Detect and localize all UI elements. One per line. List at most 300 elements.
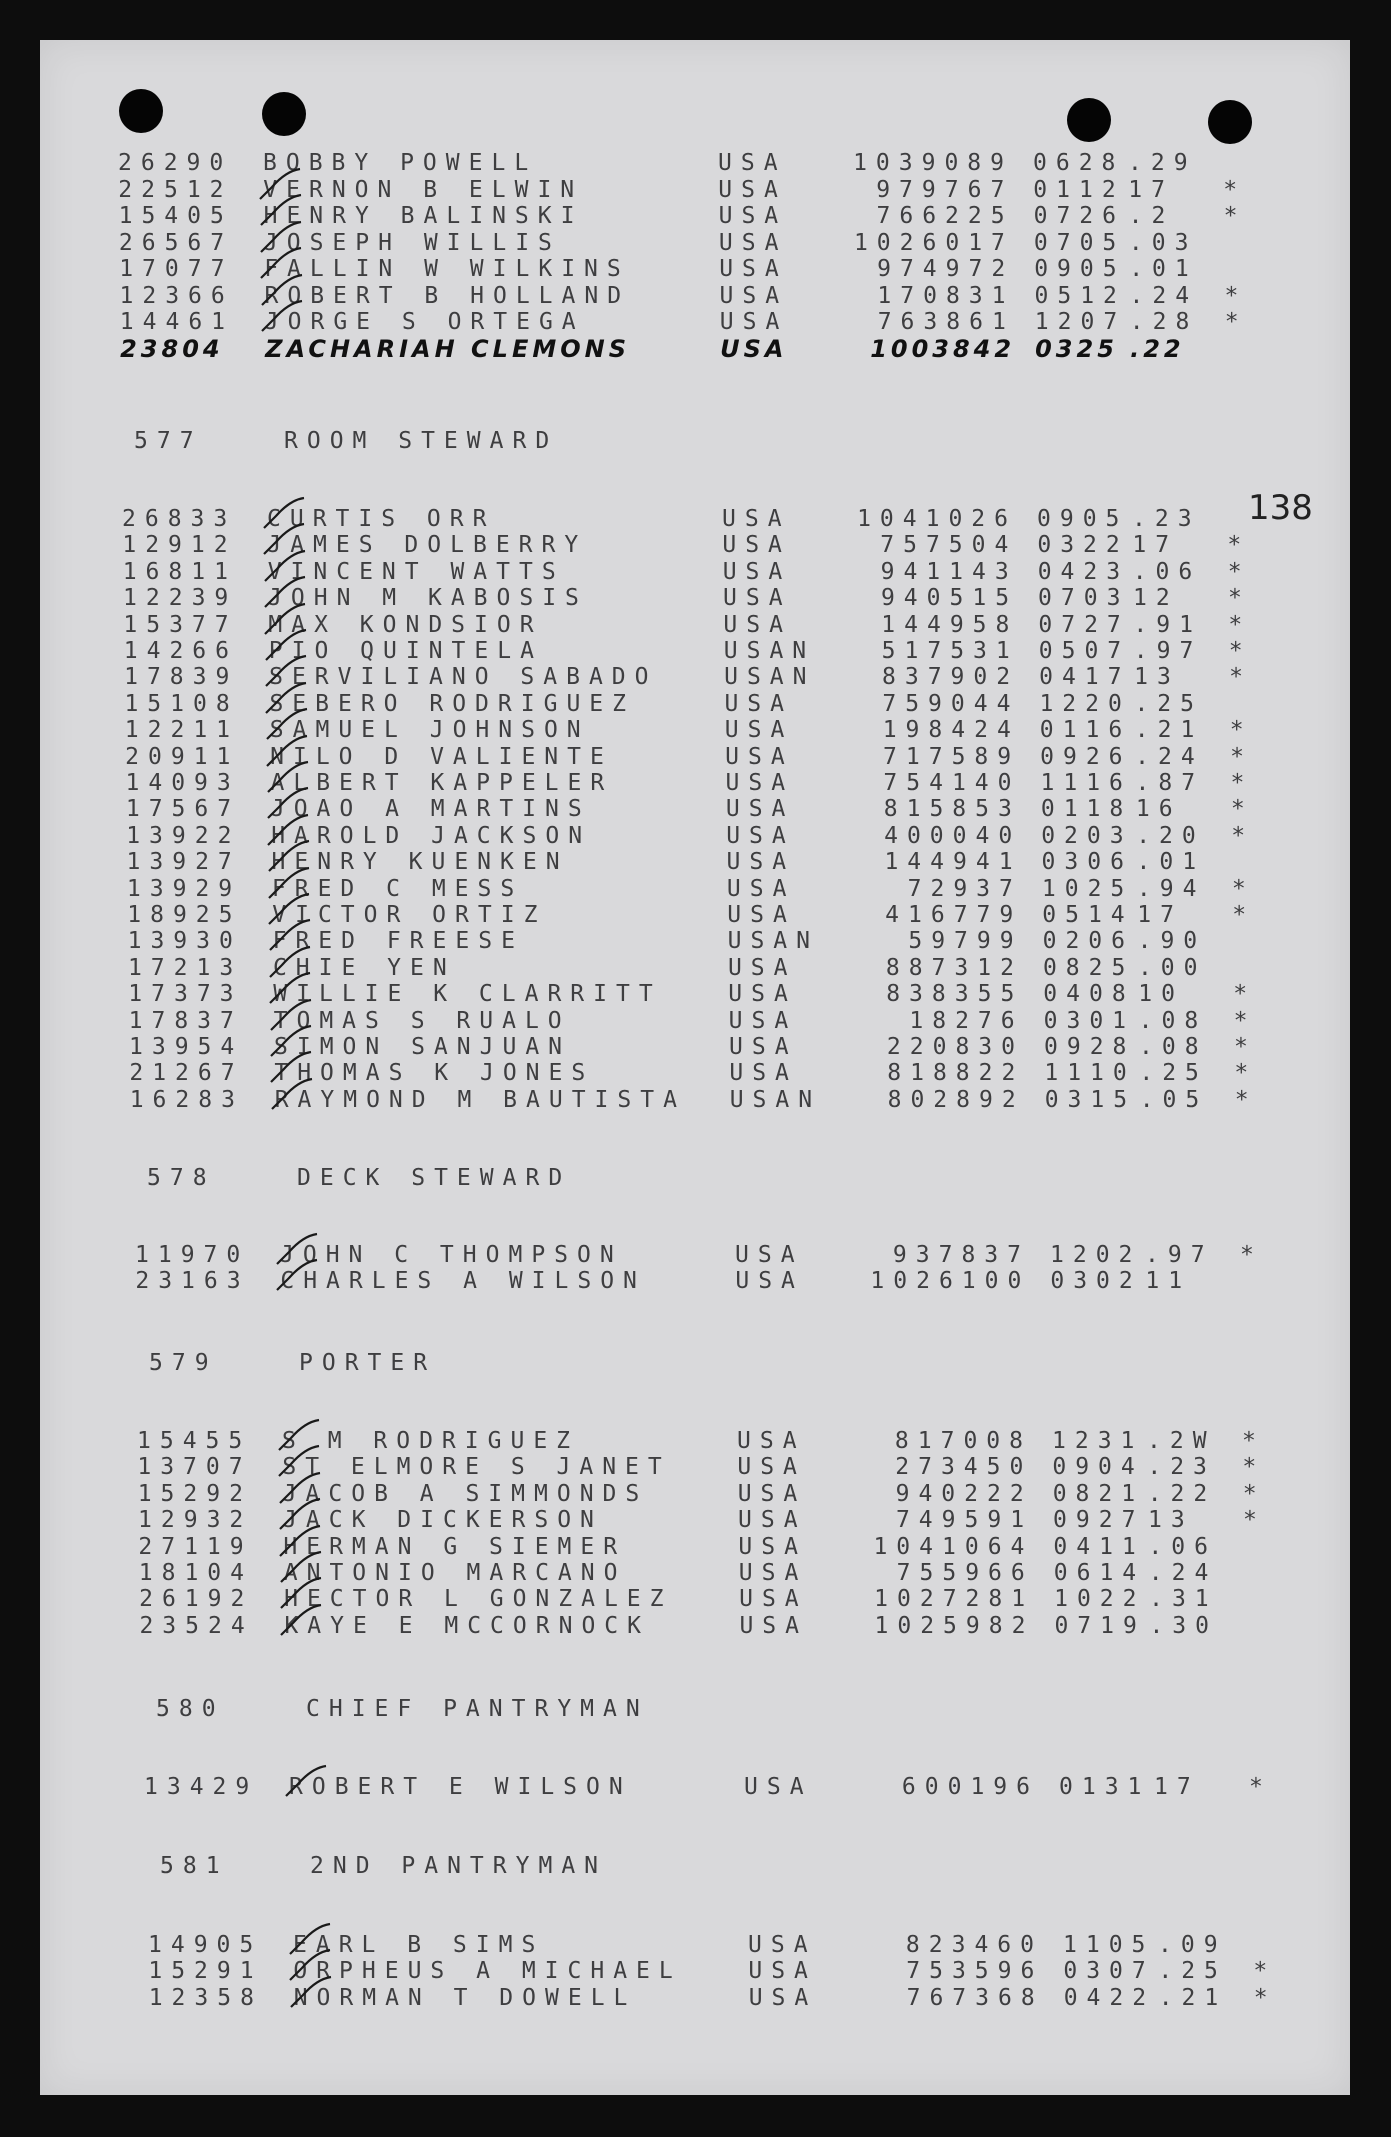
row-value: .00 xyxy=(1137,954,1207,981)
row-citizenship: USA xyxy=(739,1612,808,1639)
row-date: 1231 xyxy=(1052,1428,1144,1454)
row-date: 0302 xyxy=(1050,1268,1142,1295)
row-name: ORPHEUS A MICHAEL xyxy=(293,1958,682,1985)
row-value: .01 xyxy=(1129,256,1198,282)
row-date: 0727 xyxy=(1038,611,1130,638)
row-id: 17373 xyxy=(128,981,243,1008)
row-value: .21 xyxy=(1134,717,1204,744)
row-date: 1110 xyxy=(1044,1060,1136,1087)
row-citizenship: USA xyxy=(719,256,788,282)
row-number: 763861 xyxy=(877,309,1015,335)
row-value: 17 xyxy=(1137,902,1183,928)
row-date: 0307 xyxy=(1063,1958,1155,1985)
row-flag: * xyxy=(1234,1060,1249,1087)
row-number: 755966 xyxy=(896,1560,1034,1586)
row-id: 22512 xyxy=(118,176,233,203)
section-title: DECK STEWARD xyxy=(297,1165,572,1191)
row-flag: * xyxy=(1227,532,1242,559)
row-flag: * xyxy=(1228,611,1243,638)
row-flag: * xyxy=(1223,176,1238,203)
row-citizenship: USA xyxy=(728,981,797,1008)
row-name: ZACHARIAH CLEMONS xyxy=(265,334,630,363)
row-citizenship: USA xyxy=(726,849,796,876)
row-id: 14093 xyxy=(125,770,240,796)
row-date: 0423 xyxy=(1037,558,1130,585)
table-row xyxy=(120,309,1280,335)
row-id: 14461 xyxy=(119,309,235,335)
row-flag: * xyxy=(1230,770,1245,796)
row-date: 0926 xyxy=(1040,743,1132,770)
row-id: 13927 xyxy=(126,849,241,876)
row-value: .2W xyxy=(1147,1428,1216,1454)
row-value: .87 xyxy=(1135,770,1205,796)
row-id: 26567 xyxy=(118,229,234,256)
row-value: .97 xyxy=(1145,1242,1214,1268)
row-citizenship: USA xyxy=(737,1454,806,1481)
section-code: 581 xyxy=(160,1853,229,1879)
row-value: .25 xyxy=(1134,690,1203,717)
row-flag: * xyxy=(1224,309,1239,335)
check-mark-icon xyxy=(268,1075,316,1115)
row-flag: * xyxy=(1230,796,1245,823)
row-number: 72937 xyxy=(907,875,1022,902)
row-date: 0928 xyxy=(1044,1034,1136,1060)
row-citizenship: USAN xyxy=(729,1086,822,1113)
row-citizenship: USA xyxy=(748,1932,817,1958)
row-name: SERVILIANO SABADO xyxy=(269,664,658,691)
row-date: 0411 xyxy=(1053,1533,1145,1560)
row-id: 15455 xyxy=(137,1428,252,1454)
row-number: 198424 xyxy=(882,717,1020,744)
row-number: 400040 xyxy=(884,822,1022,849)
row-flag: * xyxy=(1229,717,1244,744)
row-number: 937837 xyxy=(892,1242,1030,1268)
row-id: 18104 xyxy=(138,1560,253,1586)
row-flag: * xyxy=(1243,1507,1257,1534)
row-citizenship: USA xyxy=(723,585,792,612)
row-date: 0325 xyxy=(1035,334,1118,363)
row-number: 416779 xyxy=(885,902,1023,928)
row-value: .22 xyxy=(1130,334,1185,363)
row-name: CHIE YEN xyxy=(272,954,456,981)
row-id: 13429 xyxy=(144,1774,259,1800)
row-number: 600196 xyxy=(901,1774,1039,1800)
row-number: 1003842 xyxy=(870,334,1016,363)
row-flag: * xyxy=(1234,1086,1249,1113)
row-citizenship: USA xyxy=(727,954,797,981)
row-number: 18276 xyxy=(909,1007,1024,1034)
row-citizenship: USA xyxy=(744,1774,813,1800)
row-id: 13922 xyxy=(126,822,241,849)
section-heading xyxy=(156,1696,856,1724)
row-id: 16283 xyxy=(129,1086,244,1113)
row-value: .09 xyxy=(1158,1932,1227,1958)
row-date: 1105 xyxy=(1063,1932,1155,1958)
row-value: .23 xyxy=(1147,1454,1216,1481)
section-heading xyxy=(147,1165,847,1193)
row-id: 13954 xyxy=(129,1034,244,1060)
row-value: .05 xyxy=(1139,1086,1209,1113)
section-code: 579 xyxy=(149,1350,218,1376)
row-id: 12366 xyxy=(119,282,234,309)
row-value: .24 xyxy=(1129,282,1199,309)
row-id: 21267 xyxy=(129,1060,244,1087)
row-flag: * xyxy=(1233,981,1248,1008)
row-value: 16 xyxy=(1135,796,1182,823)
row-number: 1026017 xyxy=(853,229,1014,256)
row-flag: * xyxy=(1231,822,1246,849)
row-number: 1026100 xyxy=(870,1268,1031,1295)
row-date: 0306 xyxy=(1041,849,1133,876)
punch-hole xyxy=(1208,100,1252,144)
punch-hole xyxy=(1067,98,1111,142)
row-citizenship: USA xyxy=(739,1586,808,1613)
row-id: 23804 xyxy=(120,334,224,363)
row-name: VERNON B ELWIN xyxy=(263,176,584,203)
row-citizenship: USA xyxy=(735,1268,804,1295)
row-citizenship: USA xyxy=(724,717,794,744)
check-mark-icon xyxy=(277,1601,325,1641)
row-id: 26290 xyxy=(118,150,233,176)
row-date: 0507 xyxy=(1038,638,1131,664)
row-date: 0821 xyxy=(1052,1480,1145,1507)
row-date: 1025 xyxy=(1041,875,1134,902)
row-citizenship: USA xyxy=(722,558,792,585)
row-id: 15377 xyxy=(123,611,238,638)
row-date: 0315 xyxy=(1044,1086,1137,1113)
row-number: 838355 xyxy=(886,981,1024,1008)
row-value: .21 xyxy=(1158,1984,1228,2011)
section-code: 578 xyxy=(147,1165,216,1191)
row-id: 12932 xyxy=(138,1507,253,1534)
row-name: JORGE S ORTEGA xyxy=(264,309,585,335)
row-id: 13707 xyxy=(137,1454,252,1481)
row-value: .23 xyxy=(1132,506,1201,532)
row-date: 1220 xyxy=(1039,690,1131,717)
row-date: 0118 xyxy=(1040,796,1133,823)
row-number: 887312 xyxy=(885,954,1023,981)
row-citizenship: USA xyxy=(722,532,791,559)
row-value: .01 xyxy=(1136,849,1206,876)
page-number: 138 xyxy=(1248,488,1313,528)
row-name: ST ELMORE S JANET xyxy=(282,1454,671,1481)
check-mark-icon xyxy=(273,1256,321,1296)
row-value: 13 xyxy=(1148,1507,1194,1534)
row-name: VICTOR ORTIZ xyxy=(272,902,547,928)
row-number: 817008 xyxy=(894,1428,1032,1454)
row-name: BOBBY POWELL xyxy=(263,150,538,176)
row-name: SIMON SANJUAN xyxy=(274,1034,572,1060)
row-value: .22 xyxy=(1147,1480,1217,1507)
row-flag: * xyxy=(1224,282,1239,309)
row-value: .30 xyxy=(1149,1612,1218,1639)
row-date: 0905 xyxy=(1037,506,1129,532)
row-date: 1207 xyxy=(1034,309,1127,335)
row-date: 0514 xyxy=(1042,902,1134,928)
row-flag: * xyxy=(1242,1428,1256,1454)
row-id: 17567 xyxy=(125,796,241,823)
row-number: 144941 xyxy=(884,849,1022,876)
table-row xyxy=(144,1774,1304,1800)
row-value: .2 xyxy=(1128,203,1175,229)
row-flag: * xyxy=(1253,1958,1268,1985)
row-date: 0206 xyxy=(1042,928,1134,955)
row-value: .94 xyxy=(1136,875,1206,902)
row-number: 757504 xyxy=(880,532,1018,559)
row-id: 17077 xyxy=(119,256,234,282)
table-row xyxy=(149,1985,1309,2011)
row-id: 26833 xyxy=(122,506,237,532)
row-name: RAYMOND M BAUTISTA xyxy=(274,1086,686,1113)
row-name: ALBERT KAPPELER xyxy=(270,770,614,796)
row-id: 12239 xyxy=(123,585,238,612)
row-date: 0614 xyxy=(1053,1560,1146,1586)
row-id: 12912 xyxy=(122,532,237,559)
row-flag: * xyxy=(1249,1774,1263,1800)
row-number: 837902 xyxy=(882,664,1020,691)
row-number: 1041026 xyxy=(857,506,1017,532)
row-value: 10 xyxy=(1138,981,1184,1008)
row-value: .08 xyxy=(1139,1034,1208,1060)
row-date: 0628 xyxy=(1033,150,1125,176)
row-number: 753596 xyxy=(906,1958,1044,1985)
section-title: ROOM STEWARD xyxy=(284,428,559,454)
row-number: 823460 xyxy=(905,1932,1043,1958)
row-number: 766225 xyxy=(876,203,1014,229)
row-citizenship: USA xyxy=(729,1060,798,1087)
row-citizenship: USA xyxy=(735,1242,804,1268)
row-name: VINCENT WATTS xyxy=(267,558,565,585)
row-value: 12 xyxy=(1133,585,1179,612)
row-citizenship: USA xyxy=(718,150,787,176)
row-date: 0905 xyxy=(1034,256,1126,282)
row-name: CHARLES A WILSON xyxy=(280,1268,646,1295)
row-date: 0705 xyxy=(1033,229,1126,256)
row-date: 0703 xyxy=(1038,585,1130,612)
row-number: 979767 xyxy=(876,176,1014,203)
check-mark-icon xyxy=(282,1762,330,1802)
row-citizenship: USA xyxy=(718,176,787,203)
row-citizenship: USA xyxy=(724,690,793,717)
row-flag: * xyxy=(1242,1454,1257,1481)
row-number: 144958 xyxy=(881,611,1019,638)
row-flag: * xyxy=(1233,1007,1248,1034)
row-name: MAX KONDSIOR xyxy=(268,611,543,638)
row-id: 12211 xyxy=(124,717,240,744)
row-number: 1025982 xyxy=(874,1612,1035,1639)
row-name: TOMAS S RUALO xyxy=(273,1007,571,1034)
row-date: 0408 xyxy=(1043,981,1135,1008)
row-date: 0112 xyxy=(1033,176,1125,203)
section-title: CHIEF PANTRYMAN xyxy=(306,1696,649,1722)
row-value: .24 xyxy=(1148,1560,1218,1586)
row-number: 802892 xyxy=(887,1086,1025,1113)
row-value: 17 xyxy=(1154,1774,1200,1800)
row-date: 1022 xyxy=(1054,1586,1146,1613)
row-flag: * xyxy=(1223,203,1238,229)
row-id: 27119 xyxy=(138,1533,253,1560)
section-title: PORTER xyxy=(299,1350,437,1376)
row-number: 749591 xyxy=(895,1507,1034,1534)
row-number: 974972 xyxy=(877,256,1015,282)
row-citizenship: USA xyxy=(727,902,796,928)
row-citizenship: USA xyxy=(726,822,795,849)
row-name: JOHN M KABOSIS xyxy=(268,585,588,612)
row-number: 940222 xyxy=(895,1480,1033,1507)
row-value: .20 xyxy=(1136,822,1205,849)
row-value: .25 xyxy=(1158,1958,1227,1985)
row-name: JACOB A SIMMONDS xyxy=(282,1480,649,1507)
row-value: .28 xyxy=(1129,309,1199,335)
row-name: KAYE E MCCORNOCK xyxy=(284,1612,650,1639)
row-number: 1041064 xyxy=(873,1533,1034,1560)
row-date: 0927 xyxy=(1053,1507,1145,1534)
row-value: .06 xyxy=(1132,558,1202,585)
row-value: .03 xyxy=(1128,229,1198,256)
row-flag: * xyxy=(1228,585,1242,612)
row-name: NILO D VALIENTE xyxy=(270,743,613,770)
row-id: 12358 xyxy=(148,1984,263,2011)
row-value: .25 xyxy=(1139,1060,1208,1087)
row-id: 15108 xyxy=(124,690,239,717)
row-citizenship: USA xyxy=(738,1560,808,1586)
row-date: 1202 xyxy=(1050,1242,1142,1268)
row-id: 11970 xyxy=(135,1242,250,1268)
row-value: 17 xyxy=(1128,176,1174,203)
row-citizenship: USAN xyxy=(727,928,819,955)
row-name: JOSEPH WILLIS xyxy=(263,229,561,256)
row-flag: * xyxy=(1240,1242,1254,1268)
row-citizenship: USA xyxy=(718,229,788,256)
row-number: 59799 xyxy=(908,928,1023,955)
row-id: 23524 xyxy=(139,1612,254,1639)
section-title: 2ND PANTRYMAN xyxy=(310,1853,608,1879)
row-number: 517531 xyxy=(881,638,1019,664)
row-name: FALLIN W WILKINS xyxy=(264,256,630,282)
row-flag: * xyxy=(1228,638,1243,664)
row-id: 16811 xyxy=(122,558,237,585)
row-name: JAMES DOLBERRY xyxy=(267,532,588,559)
row-id: 14905 xyxy=(148,1932,263,1958)
row-name: THOMAS K JONES xyxy=(274,1060,595,1087)
row-name: NORMAN T DOWELL xyxy=(293,1984,637,2011)
row-name: ANTONIO MARCANO xyxy=(283,1560,627,1586)
row-value: .91 xyxy=(1133,611,1202,638)
row-name: ROBERT B HOLLAND xyxy=(264,282,631,309)
row-name: HERMAN G SIEMER xyxy=(283,1533,627,1560)
table-row xyxy=(120,336,1280,362)
row-flag: * xyxy=(1253,1984,1268,2011)
row-id: 17839 xyxy=(124,664,239,691)
row-name: WILLIE K CLARRITT xyxy=(273,981,662,1008)
row-id: 15291 xyxy=(148,1958,263,1985)
check-mark-icon xyxy=(287,1973,335,2013)
row-name: HECTOR L GONZALEZ xyxy=(284,1586,673,1613)
row-number: 815853 xyxy=(883,796,1021,823)
row-number: 1039089 xyxy=(853,150,1013,176)
row-flag: * xyxy=(1227,558,1242,585)
row-number: 818822 xyxy=(887,1060,1025,1087)
row-citizenship: USA xyxy=(719,282,789,309)
row-value: .29 xyxy=(1128,150,1197,176)
row-citizenship: USA xyxy=(723,611,792,638)
row-flag: * xyxy=(1234,1034,1248,1060)
row-citizenship: USA xyxy=(738,1533,807,1560)
row-value: .31 xyxy=(1149,1586,1218,1613)
row-citizenship: USA xyxy=(725,743,794,770)
row-value: .08 xyxy=(1138,1007,1208,1034)
row-citizenship: USA xyxy=(748,1984,818,2011)
row-value: .90 xyxy=(1137,928,1207,955)
row-citizenship: USA xyxy=(725,796,795,823)
section-heading xyxy=(160,1853,860,1881)
row-id: 13930 xyxy=(127,928,242,955)
row-value: .06 xyxy=(1148,1533,1217,1560)
row-name: S M RODRIGUEZ xyxy=(282,1428,580,1454)
row-date: 0203 xyxy=(1041,822,1133,849)
row-number: 767368 xyxy=(906,1984,1044,2011)
table-row xyxy=(130,1087,1290,1113)
row-citizenship: USA xyxy=(722,506,791,532)
row-date: 0825 xyxy=(1042,954,1135,981)
row-citizenship: USA xyxy=(738,1507,807,1534)
row-name: JOHN C THOMPSON xyxy=(280,1242,623,1268)
section-code: 580 xyxy=(156,1696,225,1722)
row-name: JOAO A MARTINS xyxy=(270,796,591,823)
row-date: 0322 xyxy=(1037,532,1129,559)
check-mark-icon xyxy=(258,297,306,337)
row-citizenship: USA xyxy=(719,309,789,335)
row-date: 0116 xyxy=(1039,717,1132,744)
row-value: 11 xyxy=(1145,1268,1192,1295)
row-id: 18925 xyxy=(127,902,242,928)
row-citizenship: USA xyxy=(725,770,795,796)
row-number: 940515 xyxy=(880,585,1019,612)
row-number: 170831 xyxy=(877,282,1015,309)
row-name: HENRY KUENKEN xyxy=(271,849,569,876)
row-id: 23163 xyxy=(135,1268,250,1295)
row-date: 0131 xyxy=(1059,1774,1151,1800)
row-id: 17213 xyxy=(127,954,243,981)
row-date: 0719 xyxy=(1054,1612,1146,1639)
row-value: 13 xyxy=(1134,664,1180,691)
row-date: 0904 xyxy=(1052,1454,1144,1481)
row-number: 220830 xyxy=(886,1034,1024,1060)
row-name: JACK DICKERSON xyxy=(283,1507,603,1534)
row-date: 0512 xyxy=(1034,282,1126,309)
row-name: FRED FREESE xyxy=(272,928,524,955)
row-date: 0726 xyxy=(1033,203,1125,229)
row-citizenship: USA xyxy=(748,1958,817,1985)
row-date: 0301 xyxy=(1043,1007,1136,1034)
row-flag: * xyxy=(1232,902,1247,928)
row-date: 0417 xyxy=(1039,664,1131,691)
row-id: 15292 xyxy=(137,1480,252,1507)
row-name: SEBERO RODRIGUEZ xyxy=(269,690,635,717)
row-number: 1027281 xyxy=(874,1586,1035,1613)
row-citizenship: USAN xyxy=(724,664,816,691)
row-date: 0422 xyxy=(1063,1984,1156,2011)
row-name: EARL B SIMS xyxy=(293,1932,545,1958)
row-flag: * xyxy=(1229,664,1243,691)
row-flag: * xyxy=(1231,875,1246,902)
row-citizenship: USA xyxy=(726,875,796,902)
row-name: FRED C MESS xyxy=(271,875,524,902)
row-citizenship: USA xyxy=(718,203,788,229)
row-name: HAROLD JACKSON xyxy=(271,822,592,849)
row-number: 273450 xyxy=(895,1454,1033,1481)
row-citizenship: USA xyxy=(737,1480,807,1507)
